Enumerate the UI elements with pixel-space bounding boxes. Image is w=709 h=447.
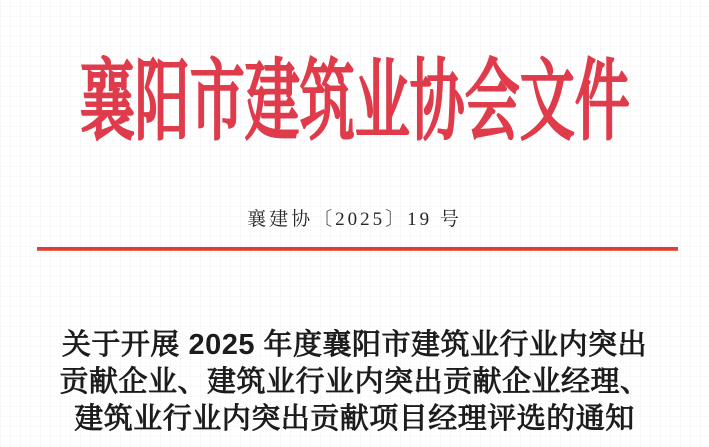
doc-number: 襄建协〔2025〕19 号 (247, 208, 462, 230)
notice-heading-line-2: 贡献企业、建筑业行业内突出贡献企业经理、 (59, 366, 650, 398)
notice-heading (0, 327, 709, 438)
red-divider-rule (37, 247, 678, 251)
notice-heading-line-1: 关于开展 2025 年度襄阳市建筑业行业内突出 (61, 329, 648, 361)
notice-heading-line-3: 建筑业行业内突出贡献项目经理评选的通知 (74, 403, 635, 435)
org-title: 襄阳市建筑业协会文件 (79, 51, 630, 151)
